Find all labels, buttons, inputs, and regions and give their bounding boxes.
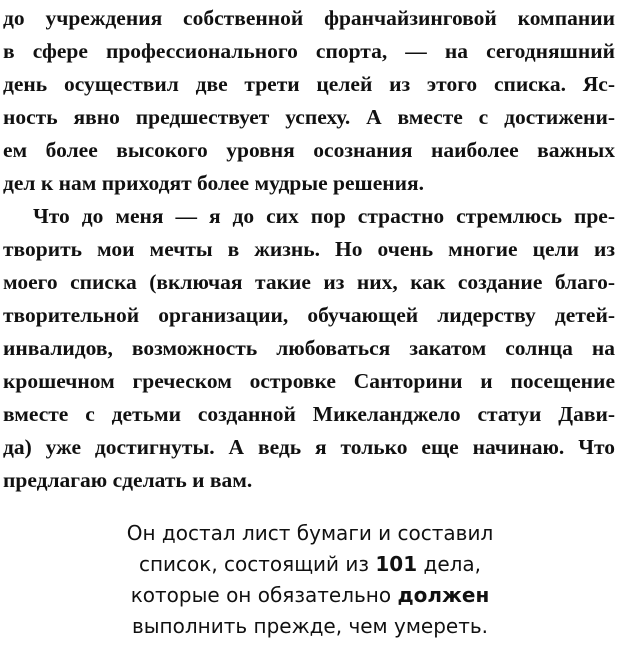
paragraph1-line: ем более высокого уровня осознания наиболее важных xyxy=(3,138,615,162)
paragraph2-line: предлагаю сделать и вам. xyxy=(3,468,253,492)
quote-line xyxy=(0,611,620,642)
quote-line xyxy=(0,518,620,549)
quote-text: которые он обязательно xyxy=(130,583,398,607)
main-text xyxy=(3,2,615,497)
paragraph2-line: да) уже достигнуты. А ведь я только еще начинаю. Что xyxy=(3,435,615,459)
paragraph2-line: творительной организации, обучающей лидерству детей- xyxy=(3,303,615,327)
quote-emphasis-number: 101 xyxy=(375,552,418,576)
quote-emphasis-word: должен xyxy=(397,583,490,607)
paragraph1-line: ность явно предшествует успеху. А вместе с достижени- xyxy=(3,105,615,129)
paragraph2-line: вместе с детьми созданной Микеланджело статуи Дави- xyxy=(3,402,615,426)
paragraph1-line: день осуществил две трети целей из этого списка. Яс- xyxy=(3,72,615,96)
paragraph2-line: моего списка (включая такие из них, как создание благо- xyxy=(3,270,615,294)
paragraph1-line: до учреждения собственной франчайзинговой компании xyxy=(3,6,615,30)
quote-text: Он достал лист бумаги и составил xyxy=(126,521,494,545)
pull-quote xyxy=(0,518,620,642)
quote-text: выполнить прежде, чем умереть. xyxy=(131,614,489,638)
paragraph2-line: крошечном греческом островке Санторини и посещение xyxy=(3,369,615,393)
paragraph1-line: дел к нам приходят более мудрые решения. xyxy=(3,171,425,195)
paragraph1-line: в сфере профессионального спорта, — на сегодняшний xyxy=(3,39,615,63)
paragraph2-line: инвалидов, возможность любоваться закатом солнца на xyxy=(3,336,615,360)
quote-line xyxy=(0,580,620,611)
quote-line xyxy=(0,549,620,580)
quote-text: дела, xyxy=(417,552,482,576)
quote-text: список, состоящий из xyxy=(138,552,376,576)
paragraph2-line: Что до меня — я до сих пор страстно стремлюсь пре- xyxy=(33,204,615,228)
paragraph2-line: творить мои мечты в жизнь. Но очень многие цели из xyxy=(3,237,615,261)
